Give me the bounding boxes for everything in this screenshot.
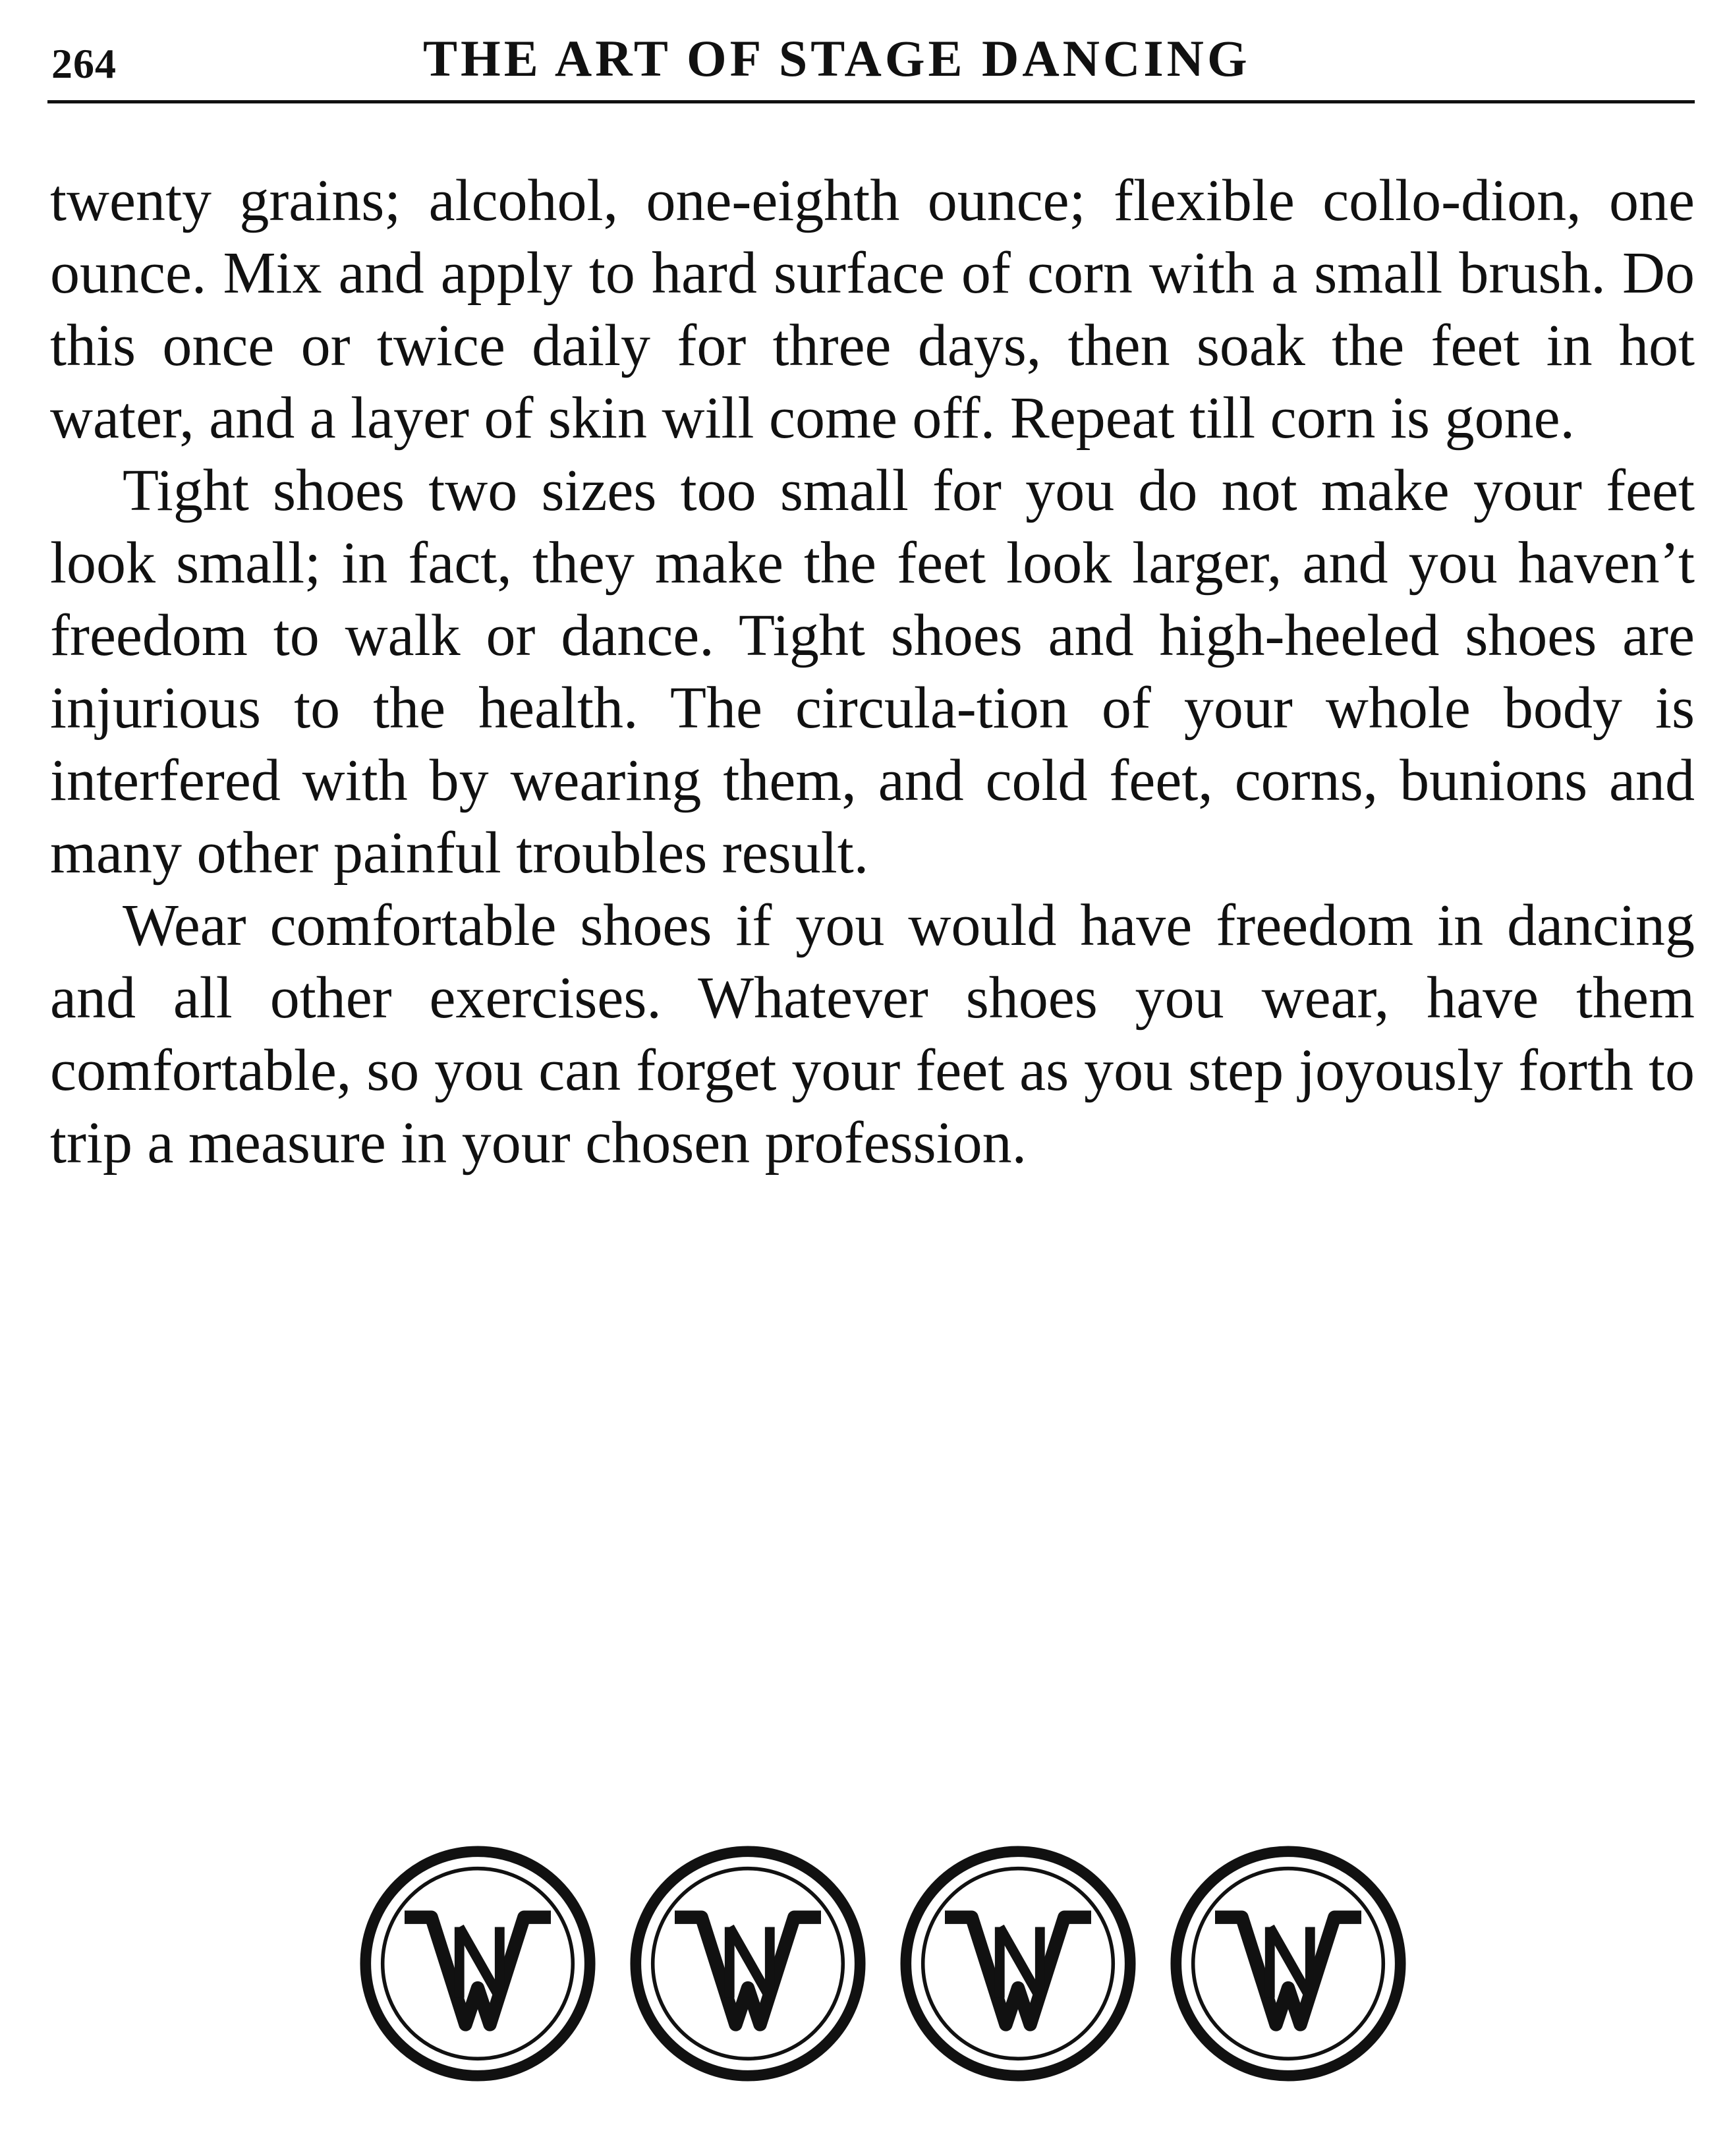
body-text — [50, 165, 1695, 1179]
monogram-seal-icon — [1166, 1842, 1410, 2085]
paragraph-1: twenty grains; alcohol, one-eighth ounce; flexible collo-dion, one ounce. Mix and apply to hard surface of corn with a small brush. Do this once or twice daily for three days, then soak the feet in hot water, and a layer of skin will come off. Repeat till corn is gone. — [50, 168, 1695, 451]
running-title: THE ART OF STAGE DANCING — [423, 30, 1251, 87]
running-head — [47, 26, 1695, 99]
header-rule — [47, 100, 1695, 103]
page-number: 264 — [51, 40, 117, 87]
monogram-seal-icon — [896, 1842, 1140, 2085]
monogram-seal-icon — [356, 1842, 600, 2085]
monogram-seal-icon — [626, 1842, 870, 2085]
paragraph-2: Tight shoes two sizes too small for you do not make your feet look small; in fact, they make the feet look larger, and you haven’t freedom to walk or dance. Tight shoes and high-heeled shoes are injurious to the health. The circula-tion of your whole body is interfered with by wearing them, and cold feet, corns, bunions and many other painful troubles result. — [50, 458, 1695, 886]
paragraph-3: Wear comfortable shoes if you would have freedom in dancing and all other exercises. Whatever shoes you wear, have them comfortable, so you can forget your feet as you step joyously forth to trip a measure in your chosen profession. — [50, 893, 1695, 1176]
footer-ornament-row — [356, 1838, 1410, 2089]
